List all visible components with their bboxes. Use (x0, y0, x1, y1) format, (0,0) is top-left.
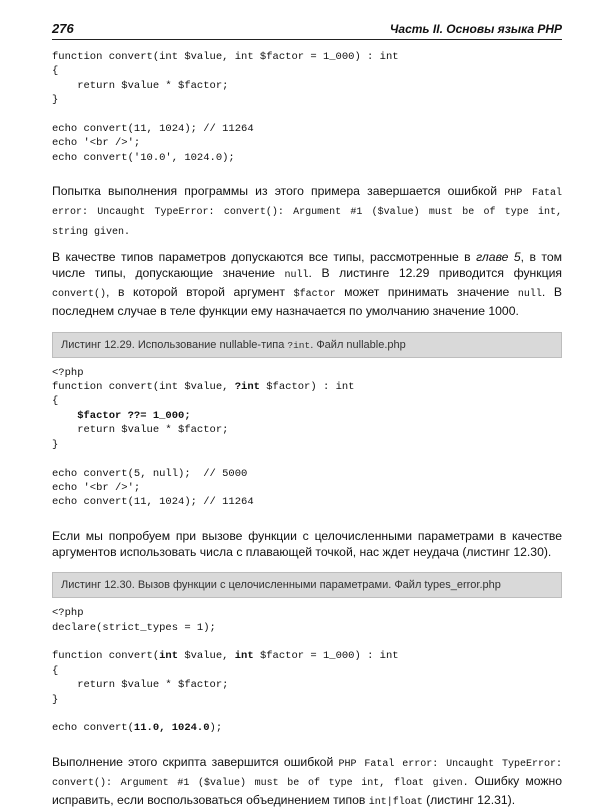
page-number: 276 (52, 21, 74, 36)
listing-caption-12-30: Листинг 12.30. Вызов функции с целочисленными параметрами. Файл types_error.php (52, 572, 562, 598)
code-line (52, 635, 562, 649)
code-line: return $value * $factor; (52, 79, 229, 92)
code-line: function convert(int $value, int $factor = 1_000) : int (52, 650, 399, 663)
code-line: echo convert(11, 1024); // 11264 (52, 496, 254, 509)
code-line: $factor ??= 1_000; (52, 409, 191, 422)
code-line: { (52, 65, 59, 78)
running-header (52, 18, 562, 40)
code-block-2 (52, 366, 562, 510)
code-line: function convert(int $value, ?int $factor) : int (52, 381, 355, 394)
code-line (52, 108, 562, 122)
code-line: echo convert('10.0', 1024.0); (52, 151, 235, 164)
code-line: { (52, 395, 59, 408)
paragraph-error-2: Выполнение этого скрипта завершится ошибкой PHP Fatal error: Uncaught TypeError: convert(): Argument #1 ($value) must be of type int, float given. Ошибку можно исправить, если воспользоваться объединением типов int|float (листинг 12.31). (52, 754, 562, 809)
code-line: echo convert(11, 1024); // 11264 (52, 123, 254, 136)
code-block-3 (52, 606, 562, 736)
paragraph-float-args: Если мы попробуем при вызове функции с целочисленными параметрами в качестве аргументов использовать числа с плавающей точкой, нас ждет неудача (листинг 12.30). (52, 528, 562, 559)
listing-caption-12-29: Листинг 12.29. Использование nullable-типа ?int. Файл nullable.php (52, 332, 562, 358)
paragraph-error-1: Попытка выполнения программы из этого примера завершается ошибкой PHP Fatal error: Uncaught TypeError: convert(): Argument #1 ($value) must be of type int, string given. (52, 184, 563, 238)
code-line: } (52, 438, 59, 451)
code-line: } (52, 94, 59, 107)
code-line (52, 707, 562, 721)
code-line: echo convert(11.0, 1024.0); (52, 722, 223, 735)
code-line (52, 452, 562, 466)
code-line: <?php (52, 607, 84, 620)
code-line: return $value * $factor; (52, 424, 229, 437)
book-page (52, 18, 562, 811)
code-line: echo '<br />'; (52, 481, 141, 494)
code-line: { (52, 664, 59, 677)
code-line: <?php (52, 366, 84, 379)
code-line: } (52, 693, 59, 706)
code-line: return $value * $factor; (52, 679, 229, 692)
code-line: function convert(int $value, int $factor = 1_000) : int (52, 51, 399, 63)
code-block-1 (52, 50, 562, 165)
code-line: echo convert(5, null); // 5000 (52, 467, 248, 480)
paragraph-nullable: В качестве типов параметров допускаются все типы, рассмотренные в главе 5, в том числе типы, допускающие значение null. В листинге 12.29 приводится функция convert(), в которой второй аргумент $factor может принимать значение null. В последнем случае в теле функции ему назначается по умолчанию значение 1000. (52, 249, 563, 319)
running-title: Часть II. Основы языка PHP (389, 22, 562, 36)
code-line: echo '<br />'; (52, 137, 141, 150)
code-line: declare(strict_types = 1); (52, 621, 216, 634)
